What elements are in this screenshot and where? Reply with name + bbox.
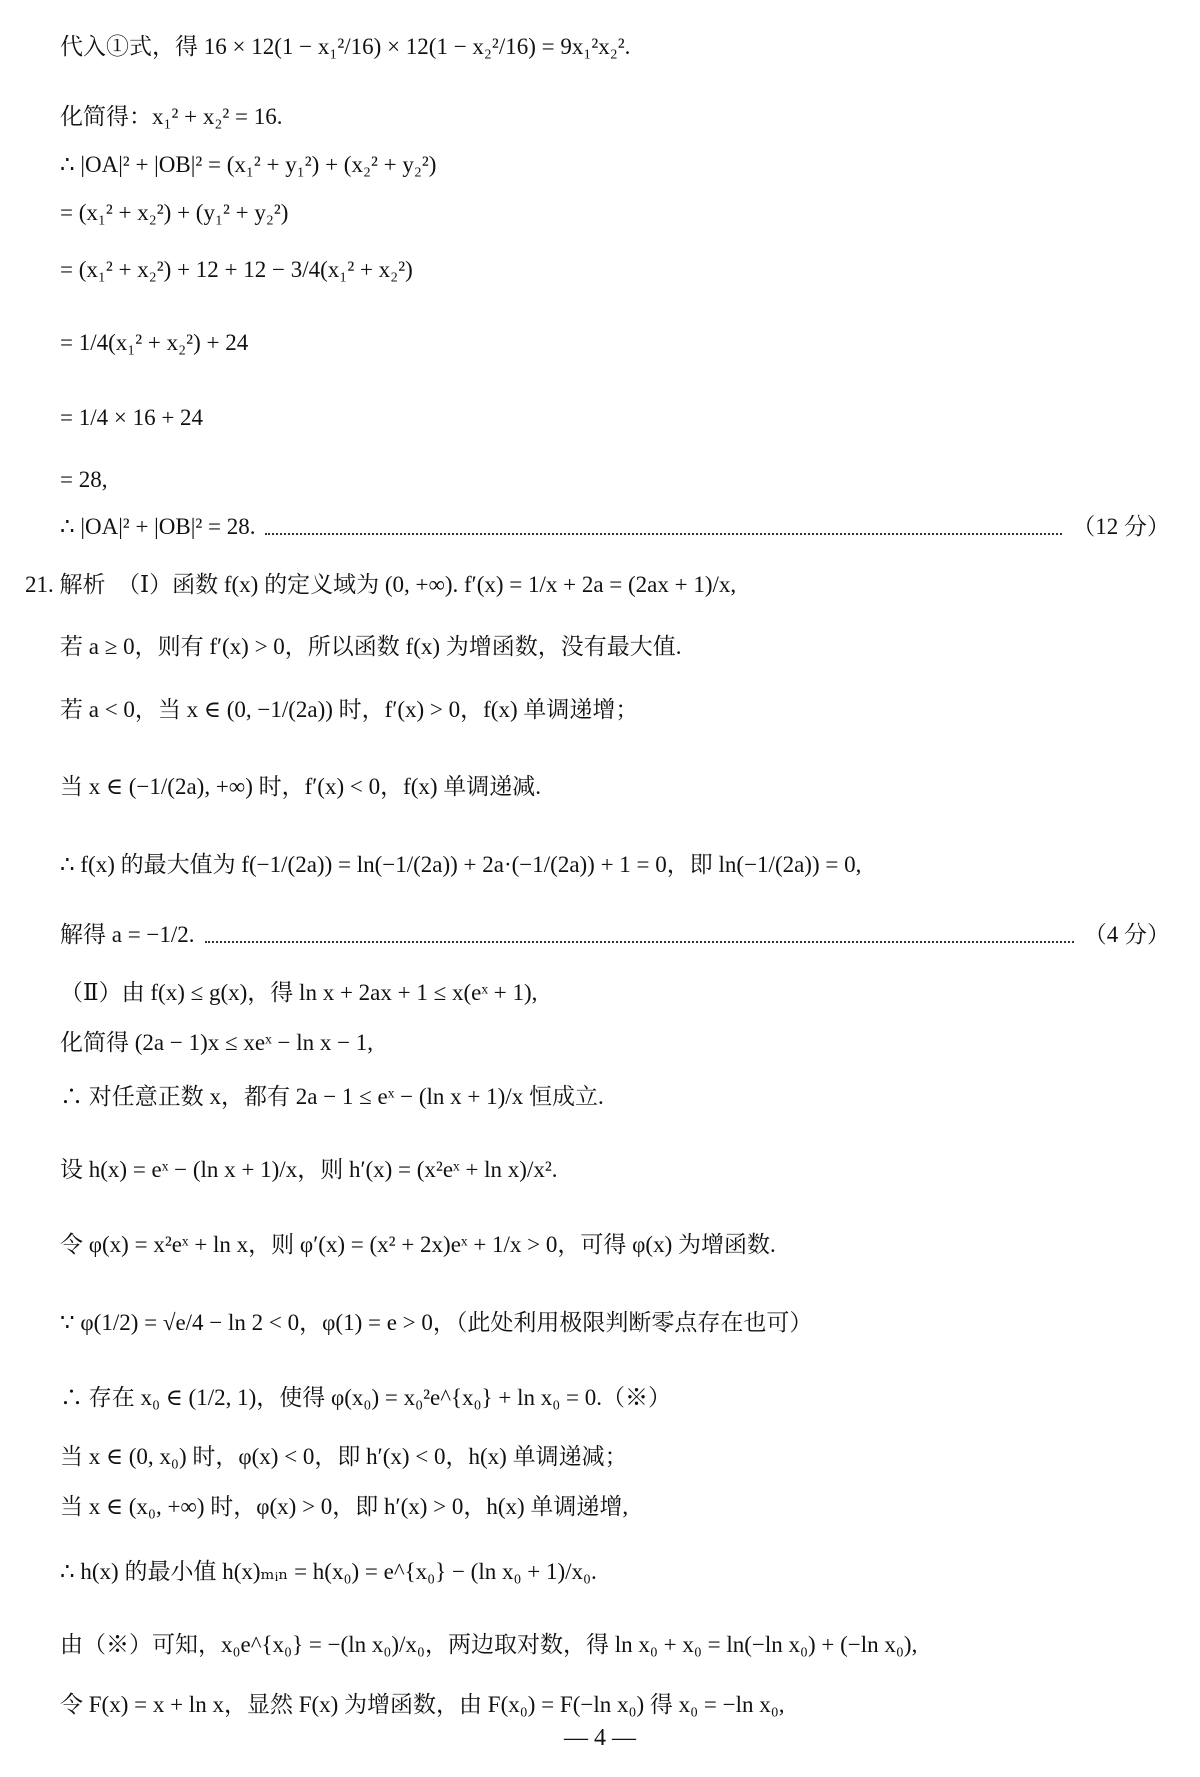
score-label: （4 分）: [1083, 922, 1170, 947]
text-line: = 28,: [60, 467, 108, 492]
text-line: = (x₁² + x₂²) + (y₁² + y₂²): [60, 200, 289, 225]
score-label: （12 分）: [1072, 514, 1170, 539]
question-heading: 21. 解析 （Ⅰ）函数 f(x) 的定义域为 (0, +∞). f′(x) = 1/x + 2a = (2ax + 1)/x,: [25, 572, 737, 597]
text-line: ∴ f(x) 的最大值为 f(−1/(2a)) = ln(−1/(2a)) + 2a·(−1/(2a)) + 1 = 0，即 ln(−1/(2a)) = 0,: [60, 852, 862, 877]
text-line: 解得 a = −1/2.: [60, 922, 195, 947]
text-line: = 1/4(x₁² + x₂²) + 24: [60, 330, 249, 355]
text-line: 设 h(x) = eˣ − (ln x + 1)/x，则 h′(x) = (x²eˣ + ln x)/x².: [60, 1157, 558, 1182]
page-number: — 4 —: [564, 1725, 636, 1751]
text-line: ∴ h(x) 的最小值 h(x)ₘᵢₙ = h(x₀) = e^{x₀} − (ln x₀ + 1)/x₀.: [60, 1559, 597, 1584]
leader-dots: [265, 519, 1062, 535]
text-line: 当 x ∈ (x₀, +∞) 时，φ(x) > 0，即 h′(x) > 0，h(x) 单调递增,: [60, 1494, 629, 1519]
score-line: [60, 920, 1170, 950]
text-line: = 1/4 × 16 + 24: [60, 405, 204, 430]
text-line: = (x₁² + x₂²) + 12 + 12 − 3/4(x₁² + x₂²): [60, 257, 413, 282]
text-line: 若 a ≥ 0，则有 f′(x) > 0，所以函数 f(x) 为增函数，没有最大值.: [60, 634, 682, 659]
text-line: ∴ 对任意正数 x，都有 2a − 1 ≤ eˣ − (ln x + 1)/x 恒成立.: [60, 1084, 604, 1109]
text-line: ∴ 存在 x₀ ∈ (1/2, 1)，使得 φ(x₀) = x₀²e^{x₀} + ln x₀ = 0.（※）: [60, 1385, 671, 1410]
text-line: 当 x ∈ (−1/(2a), +∞) 时，f′(x) < 0，f(x) 单调递减.: [60, 774, 542, 799]
text-line: ∵ φ(1/2) = √e/4 − ln 2 < 0，φ(1) = e > 0，（此处利用极限判断零点存在也可）: [60, 1310, 813, 1335]
text-line: （Ⅱ）由 f(x) ≤ g(x)，得 ln x + 2ax + 1 ≤ x(eˣ + 1),: [60, 980, 538, 1005]
text-line: 当 x ∈ (0, x₀) 时，φ(x) < 0，即 h′(x) < 0，h(x) 单调递减；: [60, 1444, 628, 1469]
leader-dots: [205, 927, 1074, 943]
text-line: 令 F(x) = x + ln x，显然 F(x) 为增函数，由 F(x₀) = F(−ln x₀) 得 x₀ = −ln x₀,: [60, 1692, 785, 1717]
text-line: ∴ |OA|² + |OB|² = (x₁² + y₁²) + (x₂² + y₂²): [60, 152, 437, 177]
text-line: ∴ |OA|² + |OB|² = 28.: [60, 514, 256, 539]
text-line: 化简得 (2a − 1)x ≤ xeˣ − ln x − 1,: [60, 1030, 374, 1055]
text-line: 代入①式，得 16 × 12(1 − x₁²/16) × 12(1 − x₂²/16) = 9x₁²x₂².: [60, 34, 631, 59]
text-line: 令 φ(x) = x²eˣ + ln x，则 φ′(x) = (x² + 2x)eˣ + 1/x > 0，可得 φ(x) 为增函数.: [60, 1232, 776, 1257]
text-line: 由（※）可知，x₀e^{x₀} = −(ln x₀)/x₀，两边取对数，得 ln x₀ + x₀ = ln(−ln x₀) + (−ln x₀),: [60, 1632, 918, 1657]
score-line: [60, 512, 1170, 542]
text-line: 若 a < 0，当 x ∈ (0, −1/(2a)) 时，f′(x) > 0，f(x) 单调递增；: [60, 697, 639, 722]
text-line: 化简得：x₁² + x₂² = 16.: [60, 104, 283, 129]
